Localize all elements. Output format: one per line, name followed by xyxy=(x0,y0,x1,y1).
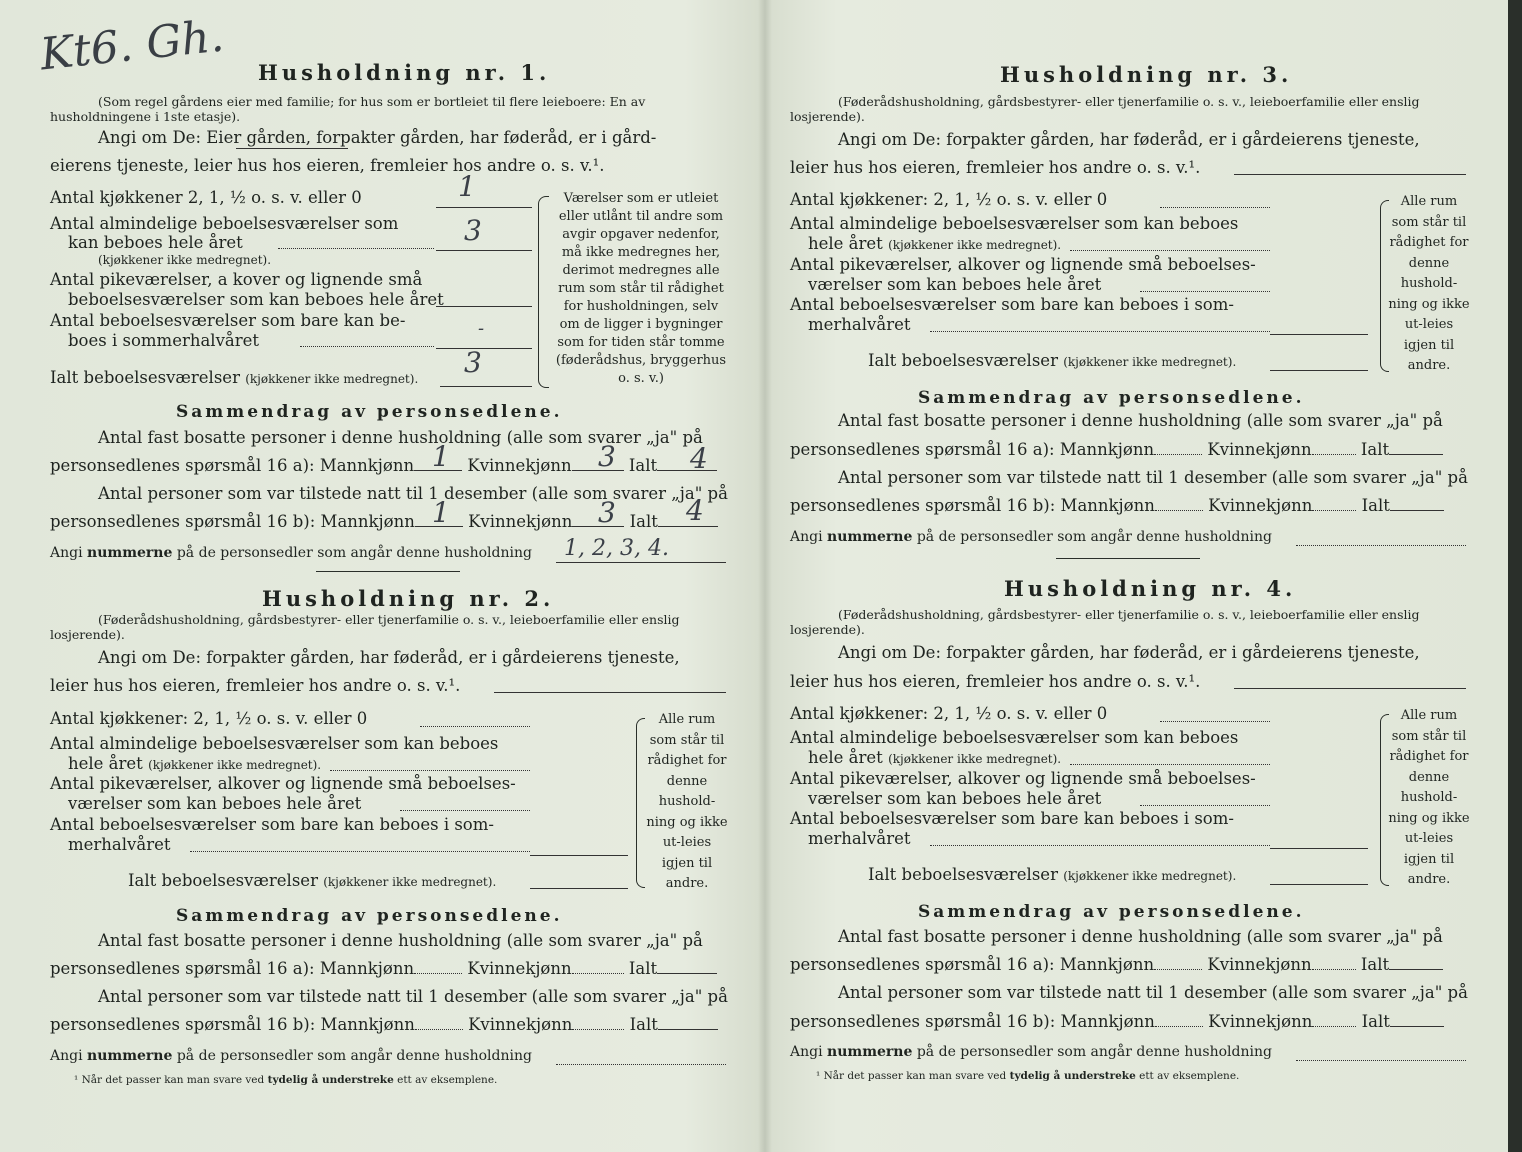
h1-til-line2 xyxy=(50,512,718,531)
h4-angi-line1: Angi om De: forpakter gården, har føderåd, er i gårdeierens tjeneste, xyxy=(838,643,1420,662)
h4-til-kv-field[interactable] xyxy=(1312,1026,1356,1027)
h3-nummer-rest: på de personsedler som angår denne husholdning xyxy=(916,529,1272,545)
h3-kjokkener-label: Antal kjøkkener: 2, 1, ½ o. s. v. eller 0 xyxy=(790,190,1108,209)
h1-alm-label-3: (kjøkkener ikke medregnet). xyxy=(98,253,272,267)
footnote-left-rest: ett av eksemplene. xyxy=(397,1074,498,1086)
h1-pike-label-1: Antal pikeværelser, a kover og lignende små xyxy=(50,270,423,289)
h4-fast-line1: Antal fast bosatte personer i denne husholdning (alle som svarer „ja" på xyxy=(838,927,1443,946)
h1-angi-line2: eierens tjeneste, leier hus hos eieren, fremleier hos andre o. s. v.¹. xyxy=(50,156,605,175)
h1-fast-line1: Antal fast bosatte personer i denne husholdning (alle som svarer „ja" på xyxy=(98,428,703,447)
h3-ialt-label xyxy=(868,351,1236,370)
h3-summary-title: Sammendrag av personsedlene. xyxy=(918,388,1305,408)
h1-nummer-angi: Angi xyxy=(50,545,83,561)
page-spine xyxy=(758,0,772,1152)
h2-ialt-field[interactable] xyxy=(530,888,628,889)
h4-pike-label-2: værelser som kan beboes hele året xyxy=(808,789,1102,808)
h1-kjokkener-label: Antal kjøkkener 2, 1, ½ o. s. v. eller 0 xyxy=(50,188,362,207)
h2-ialt-label-text: Ialt beboelsesværelser xyxy=(128,871,318,890)
h4-sommer-dots xyxy=(930,845,1270,846)
h2-alm-label-2 xyxy=(68,754,321,773)
h1-fast-ialt-label: Ialt xyxy=(628,456,658,475)
h2-ialt-note: (kjøkkener ikke medregnet). xyxy=(323,875,497,889)
h4-pike-label-1: Antal pikeværelser, alkover og lignende små beboelses- xyxy=(790,769,1256,788)
h3-note: (Føderådshusholdning, gårdsbestyrer- eller tjenerfamilie o. s. v., leieboerfamilie eller enslig losjerende). xyxy=(790,94,1420,124)
h4-fast-mann-label: personsedlenes spørsmål 16 a): Mannkjønn xyxy=(790,955,1155,974)
h1-alm-label-1: Antal almindelige beboelsesværelser som xyxy=(50,214,399,233)
h4-alm-dots xyxy=(1070,764,1270,765)
h4-fast-kv-label: Kvinnekjønn xyxy=(1207,955,1312,974)
h2-angi-line1: Angi om De: forpakter gården, har føderåd, er i gårdeierens tjeneste, xyxy=(98,648,680,667)
h2-fast-ialt-label: Ialt xyxy=(628,959,658,978)
h1-sommer-answer: - xyxy=(478,318,485,339)
h4-sommer-label-2: merhalvåret xyxy=(808,829,911,848)
footnote-right-bold: tydelig å understreke xyxy=(1009,1070,1136,1082)
h1-nummer-answer: 1, 2, 3, 4. xyxy=(564,536,669,561)
h2-note: (Føderådshusholdning, gårdsbestyrer- eller tjenerfamilie o. s. v., leieboerfamilie eller enslig losjerende). xyxy=(50,612,680,642)
h4-note: (Føderådshusholdning, gårdsbestyrer- eller tjenerfamilie o. s. v., leieboerfamilie eller enslig losjerende). xyxy=(790,607,1420,637)
h2-fast-mann-field[interactable] xyxy=(414,973,462,974)
h1-nummer-bold: nummerne xyxy=(87,545,173,561)
h1-til-ialt-label: Ialt xyxy=(629,512,658,531)
h1-alm-label-2: kan beboes hele året xyxy=(68,233,243,252)
h1-alm-answer: 3 xyxy=(464,214,482,247)
h3-fast-line1: Antal fast bosatte personer i denne husholdning (alle som svarer „ja" på xyxy=(838,411,1443,430)
footnote-left xyxy=(74,1074,497,1086)
h2-alm-dots xyxy=(330,770,530,771)
h3-fast-ialt-field[interactable] xyxy=(1389,454,1443,455)
h4-fast-ialt-field[interactable] xyxy=(1389,969,1443,970)
h1-sommer-field[interactable] xyxy=(436,348,532,349)
h2-summary-title: Sammendrag av personsedlene. xyxy=(176,906,563,926)
footnote-right xyxy=(816,1070,1239,1082)
h3-til-line1: Antal personer som var tilstede natt til 1 desember (alle som svarer „ja" på xyxy=(838,468,1468,487)
h1-note: (Som regel gårdens eier med familie; for hus som er bortleiet til flere leieboere: En av husholdningene i 1ste etasje). xyxy=(50,94,646,124)
h3-til-line2 xyxy=(790,496,1444,515)
h2-nummer-angi: Angi xyxy=(50,1048,83,1064)
h2-kjokkener-dots xyxy=(420,726,530,727)
h2-pike-dots xyxy=(400,810,530,811)
h4-til-ialt-label: Ialt xyxy=(1361,1012,1390,1031)
h4-til-kv-label: Kvinnekjønn xyxy=(1208,1012,1313,1031)
h3-nummer-line xyxy=(790,529,1272,545)
h4-ialt-note: (kjøkkener ikke medregnet). xyxy=(1063,869,1237,883)
h3-fast-mann-label: personsedlenes spørsmål 16 a): Mannkjønn xyxy=(790,440,1155,459)
h4-summary-title: Sammendrag av personsedlene. xyxy=(918,902,1305,922)
h1-alm-field[interactable] xyxy=(436,250,532,251)
h1-fast-mann-label: personsedlenes spørsmål 16 a): Mannkjønn xyxy=(50,456,415,475)
h3-kjokkener-dots xyxy=(1160,207,1270,208)
h3-ialt-field[interactable] xyxy=(1270,370,1368,371)
h4-til-line1: Antal personer som var tilstede natt til 1 desember (alle som svarer „ja" på xyxy=(838,983,1468,1002)
h2-fast-line1: Antal fast bosatte personer i denne husholdning (alle som svarer „ja" på xyxy=(98,931,703,950)
footnote-right-text: Når det passer kan man svare ved xyxy=(823,1070,1007,1082)
h1-kjokkener-answer: 1 xyxy=(458,170,476,203)
h4-side-note: Alle rum som står til rådighet for denne hushold-ning og ikke ut-leies igjen til andre. xyxy=(1388,708,1470,887)
h3-sommer-label-2: merhalvåret xyxy=(808,315,911,334)
h2-til-line2 xyxy=(50,1015,718,1034)
h1-angi-line1: Angi om De: Eier gården, forpakter gården, har føderåd, er i gård- xyxy=(98,128,657,147)
h1-nummer-rest: på de personsedler som angår denne husholdning xyxy=(176,545,532,561)
h3-fast-kv-label: Kvinnekjønn xyxy=(1207,440,1312,459)
footnote-right-mark: ¹ xyxy=(816,1070,821,1082)
h2-sommer-label-1: Antal beboelsesværelser som bare kan beboes i som- xyxy=(50,815,494,834)
h3-alm-helearet: hele året xyxy=(808,234,883,253)
h1-ialt-answer: 3 xyxy=(464,346,482,379)
h1-eier-underline xyxy=(236,148,348,149)
h4-alm-helearet: hele året xyxy=(808,748,883,767)
h4-sommer-label-1: Antal beboelsesværelser som bare kan beboes i som- xyxy=(790,809,1234,828)
h3-pike-label-2: værelser som kan beboes hele året xyxy=(808,275,1102,294)
h4-nummer-line xyxy=(790,1044,1272,1060)
h4-sommer-field[interactable] xyxy=(1270,848,1368,849)
h3-pike-label-1: Antal pikeværelser, alkover og lignende små beboelses- xyxy=(790,255,1256,274)
h4-fast-line2 xyxy=(790,955,1443,974)
h2-fast-kv-field[interactable] xyxy=(572,973,624,974)
h1-ialt-field[interactable] xyxy=(440,386,532,387)
h1-til-ialt-answer: 4 xyxy=(686,494,704,527)
h3-alm-label-2 xyxy=(808,234,1061,253)
h3-alm-dots xyxy=(1070,250,1270,251)
h3-title: Husholdning nr. 3. xyxy=(1000,62,1293,87)
h4-nummer-bold: nummerne xyxy=(827,1044,913,1060)
h2-pike-label-1: Antal pikeværelser, alkover og lignende små beboelses- xyxy=(50,774,516,793)
footnote-left-mark: ¹ xyxy=(74,1074,79,1086)
h2-alm-label-1: Antal almindelige beboelsesværelser som kan beboes xyxy=(50,734,499,753)
h3-angi-field[interactable] xyxy=(1234,174,1466,175)
h4-angi-field[interactable] xyxy=(1234,688,1466,689)
h2-brace xyxy=(636,718,645,888)
h1-til-kv-label: Kvinnekjønn xyxy=(468,512,573,531)
h1-sommer-label-2: boes i sommerhalvåret xyxy=(68,331,260,350)
h4-alm-note: (kjøkkener ikke medregnet). xyxy=(888,752,1062,766)
h1-fast-mann-answer: 1 xyxy=(432,440,450,473)
h1-alm-dots xyxy=(278,248,434,249)
h3-sommer-dots xyxy=(930,331,1270,332)
h2-til-mann-label: personsedlenes spørsmål 16 b): Mannkjønn xyxy=(50,1015,415,1034)
h2-sommer-field[interactable] xyxy=(530,855,628,856)
h4-angi-line2: leier hus hos eieren, fremleier hos andre o. s. v.¹. xyxy=(790,672,1201,691)
h1-nummer-line xyxy=(50,545,532,561)
h2-alm-helearet: hele året xyxy=(68,754,143,773)
h1-fast-ialt-answer: 4 xyxy=(690,442,708,475)
h1-brace xyxy=(538,196,549,388)
h2-kjokkener-label: Antal kjøkkener: 2, 1, ½ o. s. v. eller 0 xyxy=(50,709,368,728)
h3-nummer-angi: Angi xyxy=(790,529,823,545)
h2-til-kv-label: Kvinnekjønn xyxy=(468,1015,573,1034)
h1-title: Husholdning nr. 1. xyxy=(258,60,551,85)
h1-pike-label-2: beboelsesværelser som kan beboes hele året xyxy=(68,290,444,309)
h3-fast-ialt-label: Ialt xyxy=(1360,440,1390,459)
h1-fast-line2 xyxy=(50,456,717,475)
h1-summary-title: Sammendrag av personsedlene. xyxy=(176,402,563,422)
h2-alm-note: (kjøkkener ikke medregnet). xyxy=(148,758,322,772)
h1-til-line1: Antal personer som var tilstede natt til 1 desember (alle som svarer „ja" på xyxy=(98,484,728,503)
h4-fast-kv-field[interactable] xyxy=(1312,969,1356,970)
h2-fast-kv-label: Kvinnekjønn xyxy=(467,959,572,978)
h2-til-mann-field[interactable] xyxy=(415,1029,463,1030)
h4-pike-dots xyxy=(1140,805,1270,806)
h1-nummer-field[interactable] xyxy=(556,562,726,563)
h3-angi-line1: Angi om De: forpakter gården, har føderåd, er i gårdeierens tjeneste, xyxy=(838,130,1420,149)
h2-fast-ialt-field[interactable] xyxy=(657,973,717,974)
h2-fast-mann-label: personsedlenes spørsmål 16 a): Mannkjønn xyxy=(50,959,415,978)
h4-alm-label-2 xyxy=(808,748,1061,767)
h3-alm-label-1: Antal almindelige beboelsesværelser som kan beboes xyxy=(790,214,1239,233)
h1-sommer-dots xyxy=(300,346,434,347)
h1-pike-field[interactable] xyxy=(436,306,532,307)
h4-ialt-label-text: Ialt beboelsesværelser xyxy=(868,865,1058,884)
h3-fast-kv-field[interactable] xyxy=(1312,454,1356,455)
h3-angi-line2: leier hus hos eieren, fremleier hos andre o. s. v.¹. xyxy=(790,158,1201,177)
h3-sommer-label-1: Antal beboelsesværelser som bare kan beboes i som- xyxy=(790,295,1234,314)
h2-fast-line2 xyxy=(50,959,717,978)
h1-fast-kv-label: Kvinnekjønn xyxy=(467,456,572,475)
h1-h2-divider xyxy=(316,571,460,572)
footnote-right-rest: ett av eksemplene. xyxy=(1139,1070,1240,1082)
h4-fast-ialt-label: Ialt xyxy=(1360,955,1390,974)
h4-fast-mann-field[interactable] xyxy=(1154,969,1202,970)
h3-sommer-field[interactable] xyxy=(1270,334,1368,335)
h4-til-line2 xyxy=(790,1012,1444,1031)
h1-til-mann-answer: 1 xyxy=(432,496,450,529)
h2-nummer-field[interactable] xyxy=(556,1064,726,1065)
h4-kjokkener-label: Antal kjøkkener: 2, 1, ½ o. s. v. eller 0 xyxy=(790,704,1108,723)
h1-til-kv-answer: 3 xyxy=(598,496,616,529)
h2-nummer-bold: nummerne xyxy=(87,1048,173,1064)
h3-side-note: Alle rum som står til rådighet for denne hushold-ning og ikke ut-leies igjen til andre. xyxy=(1388,194,1470,373)
h2-til-ialt-field[interactable] xyxy=(658,1029,718,1030)
h2-til-kv-field[interactable] xyxy=(572,1029,624,1030)
h1-ialt-label-text: Ialt beboelsesværelser xyxy=(50,368,240,387)
h2-angi-line2: leier hus hos eieren, fremleier hos andre o. s. v.¹. xyxy=(50,676,461,695)
h4-nummer-rest: på de personsedler som angår denne husholdning xyxy=(916,1044,1272,1060)
h3-fast-mann-field[interactable] xyxy=(1154,454,1202,455)
h1-til-mann-label: personsedlenes spørsmål 16 b): Mannkjønn xyxy=(50,512,415,531)
handwritten-code: Kt6. Gh. xyxy=(37,10,227,81)
h3-fast-line2 xyxy=(790,440,1443,459)
h4-til-mann-label: personsedlenes spørsmål 16 b): Mannkjønn xyxy=(790,1012,1155,1031)
h1-kjokkener-field[interactable] xyxy=(436,207,532,208)
h2-nummer-line xyxy=(50,1048,532,1064)
h3-alm-note: (kjøkkener ikke medregnet). xyxy=(888,238,1062,252)
h4-alm-label-1: Antal almindelige beboelsesværelser som kan beboes xyxy=(790,728,1239,747)
h2-nummer-rest: på de personsedler som angår denne husholdning xyxy=(176,1048,532,1064)
h3-h4-divider xyxy=(1056,558,1200,559)
h2-til-line1: Antal personer som var tilstede natt til 1 desember (alle som svarer „ja" på xyxy=(98,987,728,1006)
h3-til-ialt-field[interactable] xyxy=(1390,510,1444,511)
h4-til-ialt-field[interactable] xyxy=(1390,1026,1444,1027)
h3-til-mann-field[interactable] xyxy=(1155,510,1203,511)
h4-nummer-angi: Angi xyxy=(790,1044,823,1060)
h1-ialt-label xyxy=(50,368,418,387)
h2-pike-label-2: værelser som kan beboes hele året xyxy=(68,794,362,813)
h2-angi-field[interactable] xyxy=(494,692,726,693)
h2-til-ialt-label: Ialt xyxy=(629,1015,658,1034)
h3-til-kv-label: Kvinnekjønn xyxy=(1208,496,1313,515)
h1-side-note: Værelser som er utleiet eller utlånt til andre som avgir opgaver nedenfor, må ikke medregnes her, derimot medregnes alle rum som står til rådighet for husholdningen, selv om de ligger i bygninger som for tiden står tomme (føderådshus, bryggerhus o. s. v.) xyxy=(555,191,727,386)
h4-til-mann-field[interactable] xyxy=(1155,1026,1203,1027)
h3-ialt-note: (kjøkkener ikke medregnet). xyxy=(1063,355,1237,369)
footnote-left-text: Når det passer kan man svare ved xyxy=(81,1074,265,1086)
h4-ialt-field[interactable] xyxy=(1270,884,1368,885)
h3-ialt-label-text: Ialt beboelsesværelser xyxy=(868,351,1058,370)
h1-fast-kv-answer: 3 xyxy=(598,440,616,473)
h2-sommer-label-2: merhalvåret xyxy=(68,835,171,854)
h4-nummer-field[interactable] xyxy=(1296,1060,1466,1061)
h4-ialt-label xyxy=(868,865,1236,884)
h1-ialt-note: (kjøkkener ikke medregnet). xyxy=(245,372,419,386)
h3-nummer-field[interactable] xyxy=(1296,545,1466,546)
h3-til-kv-field[interactable] xyxy=(1312,510,1356,511)
h1-fast-ialt-field[interactable] xyxy=(657,470,717,471)
h2-title: Husholdning nr. 2. xyxy=(262,586,555,611)
h3-nummer-bold: nummerne xyxy=(827,529,913,545)
right-edge-border xyxy=(1508,0,1522,1152)
h4-kjokkener-dots xyxy=(1160,721,1270,722)
h2-sommer-dots xyxy=(190,851,530,852)
h3-til-ialt-label: Ialt xyxy=(1361,496,1390,515)
footnote-left-bold: tydelig å understreke xyxy=(267,1074,394,1086)
h4-title: Husholdning nr. 4. xyxy=(1004,576,1297,601)
h3-pike-dots xyxy=(1140,291,1270,292)
h1-sommer-label-1: Antal beboelsesværelser som bare kan be- xyxy=(50,311,406,330)
h3-til-mann-label: personsedlenes spørsmål 16 b): Mannkjønn xyxy=(790,496,1155,515)
h2-ialt-label xyxy=(128,871,496,890)
h2-side-note: Alle rum som står til rådighet for denne hushold-ning og ikke ut-leies igjen til andre. xyxy=(646,712,728,891)
